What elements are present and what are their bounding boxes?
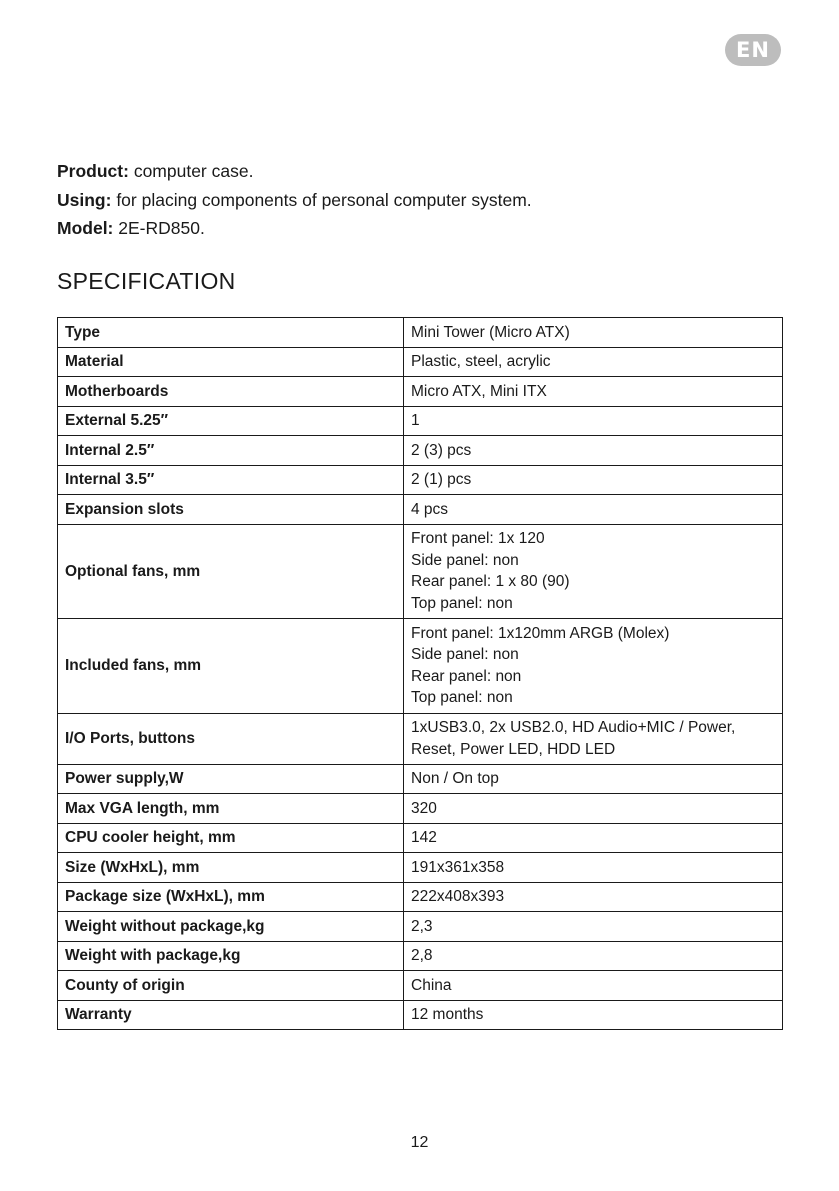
spec-value-line: Side panel: non [411, 551, 519, 569]
spec-row [58, 524, 783, 619]
spec-value [404, 347, 783, 377]
spec-row [58, 912, 783, 942]
spec-key: Weight with package,kg [58, 941, 404, 971]
spec-value-line: Non / On top [411, 770, 499, 787]
spec-value [404, 377, 783, 407]
spec-value [404, 823, 783, 853]
spec-value [404, 1000, 783, 1030]
spec-value-line: 142 [411, 829, 437, 846]
product-value: computer case. [128, 161, 254, 181]
spec-value-line: Mini Tower (Micro ATX) [411, 323, 570, 341]
spec-row [58, 465, 783, 495]
spec-value [404, 882, 783, 912]
spec-row [58, 1000, 783, 1030]
spec-value-line: Rear panel: 1 x 80 (90) [411, 573, 570, 591]
spec-value-line: 222x408x393 [411, 888, 505, 905]
spec-row [58, 794, 783, 824]
spec-row [58, 436, 783, 466]
spec-value [404, 436, 783, 466]
spec-row [58, 377, 783, 407]
spec-value-line: Front panel: 1x120mm ARGB (Molex) [411, 624, 670, 642]
model-value: 2E-RD850. [113, 218, 205, 238]
spec-value-line: Plastic, steel, acrylic [411, 353, 551, 370]
spec-value-line: Top panel: non [411, 689, 513, 707]
specification-table [57, 317, 783, 1030]
spec-row [58, 318, 783, 348]
spec-value-line: 1 [411, 412, 420, 429]
spec-key: Included fans, mm [58, 619, 404, 714]
model-line [57, 214, 777, 243]
spec-key: Package size (WxHxL), mm [58, 882, 404, 912]
spec-value-line: 1xUSB3.0, 2x USB2.0, HD Audio+MIC / Power, [411, 719, 736, 736]
product-line [57, 157, 777, 186]
spec-value [404, 619, 783, 714]
spec-value-line: 2 (3) pcs [411, 441, 472, 459]
spec-row [58, 764, 783, 794]
spec-key: CPU cooler height, mm [58, 823, 404, 853]
spec-value [404, 853, 783, 883]
spec-value [404, 794, 783, 824]
spec-row [58, 406, 783, 436]
specification-table-body [58, 318, 783, 1030]
spec-value [404, 406, 783, 436]
spec-key: I/O Ports, buttons [58, 713, 404, 764]
spec-row [58, 941, 783, 971]
spec-key: Material [58, 347, 404, 377]
spec-row [58, 347, 783, 377]
spec-key: Internal 2.5″ [58, 436, 404, 466]
spec-value [404, 495, 783, 525]
spec-key: Size (WxHxL), mm [58, 853, 404, 883]
spec-value-line: 2,8 [411, 947, 433, 964]
spec-key: Weight without package,kg [58, 912, 404, 942]
spec-row [58, 823, 783, 853]
spec-row [58, 853, 783, 883]
spec-value [404, 524, 783, 619]
spec-value [404, 465, 783, 495]
language-badge: EN [725, 34, 781, 66]
spec-value-line: 12 months [411, 1006, 484, 1023]
spec-key: Max VGA length, mm [58, 794, 404, 824]
spec-key: County of origin [58, 971, 404, 1001]
using-line [57, 186, 777, 215]
spec-key: Internal 3.5″ [58, 465, 404, 495]
using-value: for placing components of personal computer system. [111, 189, 532, 210]
spec-key: Optional fans, mm [58, 524, 404, 619]
spec-value-line: Side panel: non [411, 646, 519, 664]
spec-row [58, 971, 783, 1001]
spec-value-line: 4 pcs [411, 500, 449, 518]
spec-value-line: Front panel: 1x 120 [411, 530, 545, 548]
section-title: SPECIFICATION [57, 268, 236, 294]
spec-value [404, 764, 783, 794]
spec-key: Warranty [58, 1000, 404, 1030]
spec-row [58, 619, 783, 714]
page-number: 12 [410, 1134, 429, 1151]
product-label: Product: [57, 161, 129, 181]
spec-key: Motherboards [58, 377, 404, 407]
spec-value [404, 318, 783, 348]
spec-value [404, 912, 783, 942]
product-intro [57, 157, 777, 243]
spec-value [404, 941, 783, 971]
spec-key: External 5.25″ [58, 406, 404, 436]
spec-value-line: Top panel: non [411, 594, 513, 612]
spec-row [58, 882, 783, 912]
using-label: Using: [57, 189, 112, 210]
spec-row [58, 713, 783, 764]
spec-value-line: 2,3 [411, 917, 433, 935]
spec-value-line: China [411, 976, 452, 994]
spec-value [404, 713, 783, 764]
spec-value-line: Rear panel: non [411, 667, 522, 685]
spec-row [58, 495, 783, 525]
spec-value-line: Reset, Power LED, HDD LED [411, 740, 616, 758]
model-label: Model: [57, 218, 114, 238]
spec-value [404, 971, 783, 1001]
spec-value-line: 191x361x358 [411, 858, 505, 876]
spec-value-line: 2 (1) pcs [411, 471, 472, 488]
spec-key: Type [58, 318, 404, 348]
spec-key: Power supply,W [58, 764, 404, 794]
spec-key: Expansion slots [58, 495, 404, 525]
spec-value-line: 320 [411, 799, 437, 817]
spec-value-line: Micro ATX, Mini ITX [411, 382, 547, 400]
